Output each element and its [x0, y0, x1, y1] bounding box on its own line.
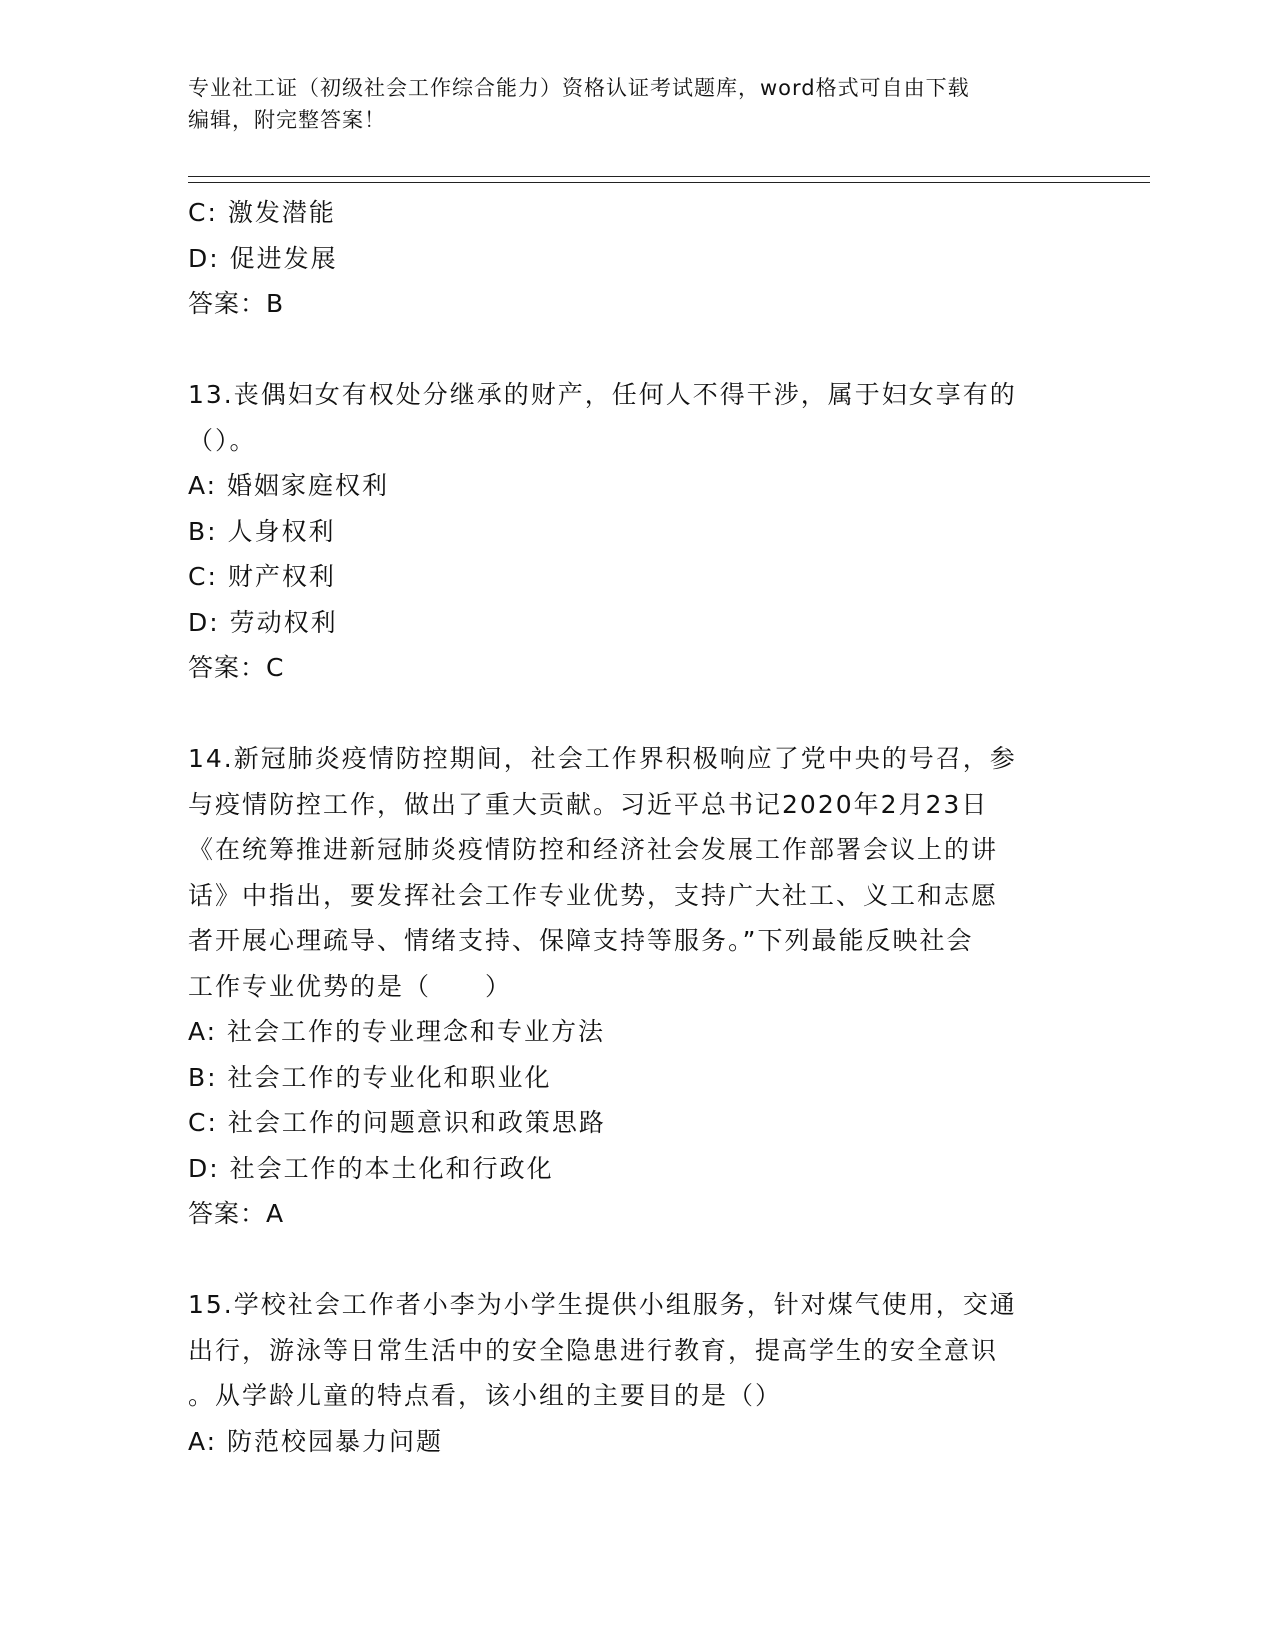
question-stem-line: 与疫情防控工作，做出了重大贡献。习近平总书记2020年2月23日 — [188, 789, 989, 819]
header-title-line-1: 专业社工证（初级社会工作综合能力）资格认证考试题库，word格式可自由下载 — [188, 76, 970, 100]
question-stem-line: 14.新冠肺炎疫情防控期间，社会工作界积极响应了党中央的号召，参 — [188, 744, 1017, 773]
question-stem-line: 工作专业优势的是（ ） — [188, 971, 513, 1001]
option-a: A: 防范校园暴力问题 — [188, 1426, 444, 1456]
document-header — [188, 72, 1068, 136]
header-divider-top — [188, 176, 1150, 177]
answer-line: 答案：B — [188, 289, 285, 318]
option-d: D: 促进发展 — [188, 243, 338, 273]
question-15 — [188, 1282, 1068, 1464]
spacer — [188, 1237, 1068, 1283]
option-c: C: 社会工作的问题意识和政策思路 — [188, 1108, 606, 1137]
spacer — [188, 327, 1068, 373]
question-stem-line: 《在统筹推进新冠肺炎疫情防控和经济社会发展工作部署会议上的讲 — [188, 835, 999, 864]
option-b: B: 社会工作的专业化和职业化 — [188, 1062, 552, 1092]
question-stem-line: 13.丧偶妇女有权处分继承的财产，任何人不得干涉，属于妇女享有的 — [188, 380, 1017, 409]
option-d: D: 社会工作的本土化和行政化 — [188, 1153, 554, 1183]
question-stem-line: 15.学校社会工作者小李为小学生提供小组服务，针对煤气使用，交通 — [188, 1290, 1017, 1319]
option-c: C: 激发潜能 — [188, 198, 336, 227]
answer-line: 答案：A — [188, 1199, 285, 1228]
header-title-line-2: 编辑，附完整答案！ — [188, 108, 386, 132]
option-a: A: 社会工作的专业理念和专业方法 — [188, 1017, 606, 1046]
option-b: B: 人身权利 — [188, 516, 336, 546]
question-stem-line: 话》中指出，要发挥社会工作专业优势，支持广大社工、义工和志愿 — [188, 880, 999, 910]
answer-line: 答案：C — [188, 653, 285, 682]
header-divider-bottom — [188, 182, 1150, 183]
question-stem-line: （）。 — [188, 425, 257, 455]
question-12-tail — [188, 190, 1068, 327]
option-a: A: 婚姻家庭权利 — [188, 471, 390, 500]
question-13 — [188, 372, 1068, 691]
question-stem-line: 出行，游泳等日常生活中的安全隐患进行教育，提高学生的安全意识 — [188, 1335, 999, 1365]
question-14 — [188, 736, 1068, 1237]
spacer — [188, 691, 1068, 737]
question-stem-line: 者开展心理疏导、情绪支持、保障支持等服务。”下列最能反映社会 — [188, 926, 974, 955]
option-c: C: 财产权利 — [188, 562, 336, 591]
option-d: D: 劳动权利 — [188, 607, 338, 637]
question-stem-line: 。从学龄儿童的特点看，该小组的主要目的是（） — [188, 1381, 783, 1410]
question-content — [188, 190, 1068, 1464]
